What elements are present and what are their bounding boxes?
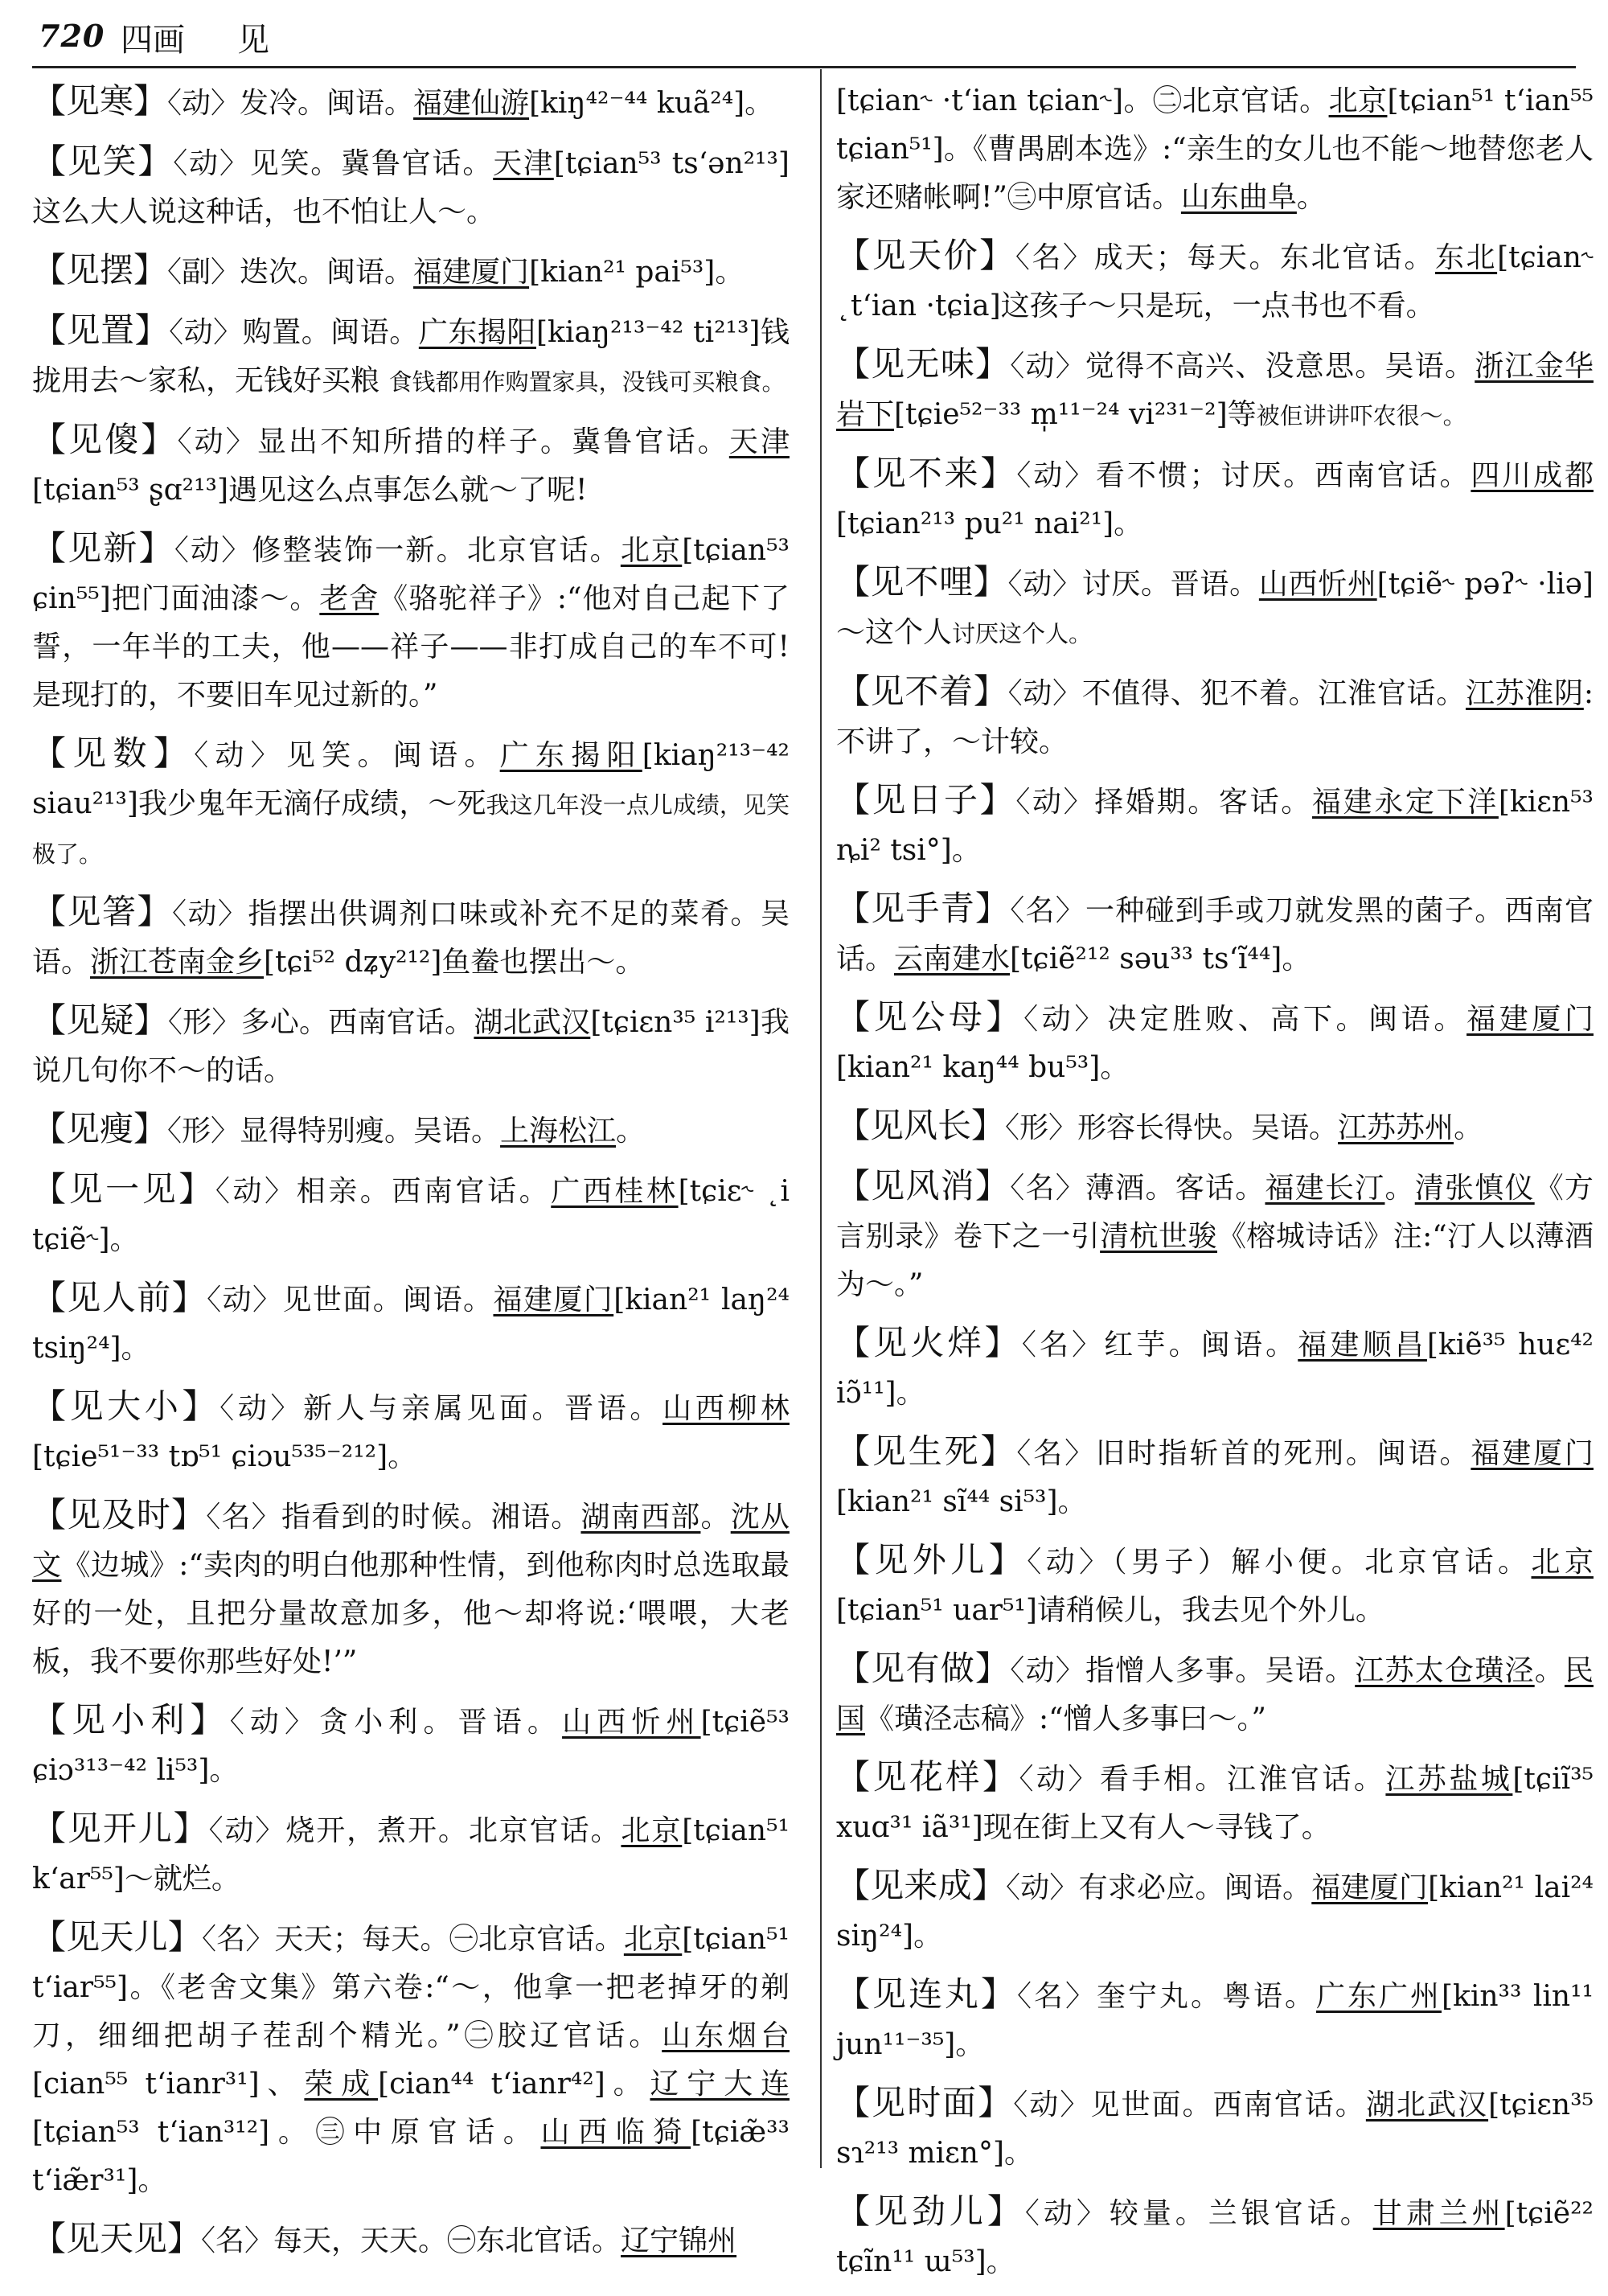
entry-headword: 【见生死】 <box>836 1431 1017 1471</box>
entry-pronunciation: [tɕian⁵³ ɕin⁵⁵] <box>32 534 790 615</box>
entry-pronunciation: [kiɛn⁵³ ȵi² tsi°]。 <box>836 786 1594 867</box>
entry-location: 福建厦门 <box>1471 1437 1594 1470</box>
entry-gloss: 讨厌这个人。 <box>952 620 1093 647</box>
part-of-speech: 〈名〉 <box>1010 894 1085 927</box>
part-of-speech: 〈动〉 <box>1007 568 1082 601</box>
entry-example: ～这个人 <box>836 616 953 649</box>
part-of-speech: 〈形〉 <box>167 1115 240 1148</box>
entry-headword: 【见来成】 <box>836 1866 1007 1905</box>
entry-definition: 有求必应。闽语。 <box>1078 1871 1312 1904</box>
entry-location: 上海松江 <box>500 1115 617 1148</box>
part-of-speech: 〈动〉 <box>172 897 248 930</box>
entry-definition: 讨厌。晋语。 <box>1081 568 1259 601</box>
dictionary-entry <box>836 1645 1594 1744</box>
dictionary-entry <box>32 1165 790 1264</box>
entry-headword: 【见风消】 <box>836 1166 1011 1206</box>
entry-definition: （男子）解小便。北京官话。 <box>1112 1546 1532 1579</box>
dictionary-entry <box>32 1696 790 1795</box>
entry-example: 鱼鲞也摆出～。 <box>441 946 645 979</box>
entry-location: 江苏盐城 <box>1385 1763 1513 1796</box>
dictionary-entry <box>32 246 790 297</box>
dictionary-entry <box>32 1274 790 1373</box>
dictionary-entry <box>32 1913 790 2205</box>
part-of-speech: 〈动〉 <box>207 1284 283 1316</box>
entry-example: 请稍候儿，我去见个外儿。 <box>1036 1594 1384 1627</box>
entry-example: 我少鬼年无滴仔成绩，～死 <box>137 787 486 820</box>
dictionary-entry <box>32 1105 790 1156</box>
entry-location-2: 北京 <box>1328 84 1388 117</box>
dictionary-entry <box>836 1536 1594 1635</box>
entry-definition: 迭次。闽语。 <box>240 256 414 289</box>
entry-definition: 见世面。闽语。 <box>282 1284 494 1316</box>
part-of-speech: 〈动〉 <box>1024 2197 1110 2230</box>
entry-citation-2: 《榕城诗话》注:“汀人以薄酒为～。” <box>836 1220 1594 1301</box>
entry-pronunciation: [tɕian⁵¹ kʻar⁵⁵] <box>32 1814 790 1896</box>
entry-definition: 觉得不高兴、没意思。吴语。 <box>1085 350 1475 383</box>
entry-headword: 【见疑】 <box>32 1000 168 1040</box>
dictionary-entry: 【见及时】〈名〉指看到的时候。湘语。湖南西部。沈从文《边城》:“卖肉的明白他那种性情，到他称肉时总选取最好的一处，且把分量故意加多，他～却将说:‘喂喂，大老板，我不要你那些好处!’” <box>32 1495 790 1678</box>
part-of-speech: 〈动〉 <box>219 1392 304 1425</box>
dictionary-entry <box>836 1753 1594 1852</box>
entry-location: 福建厦门 <box>1311 1871 1429 1904</box>
entry-headword: 【见一见】 <box>32 1169 215 1209</box>
part-of-speech: 〈动〉 <box>215 1175 297 1208</box>
entry-definition: 修整装饰一新。北京官话。 <box>252 534 621 567</box>
entry-headword: 【见劲儿】 <box>836 2191 1025 2231</box>
entry-citation: 《曹禺剧本选》:“亲生的女儿也不能～地替您老人家还赌帐啊!” <box>836 133 1594 214</box>
entry-pronunciation: [tɕian⁵³ tsʻən²¹³] <box>553 147 790 180</box>
entry-pronunciation: [tɕiɛn³⁵ i²¹³] <box>590 1006 761 1039</box>
entry-location-4: 辽宁大连 <box>650 2068 790 2101</box>
entry-pronunciation: [kiaŋ²¹³⁻⁴² siau²¹³] <box>32 739 790 820</box>
entry-headword: 【见有做】 <box>836 1649 1011 1688</box>
dictionary-entry <box>32 1382 790 1481</box>
entry-headword: 【见花样】 <box>836 1757 1019 1797</box>
entry-example: 现在街上又有人～寻钱了。 <box>982 1811 1331 1844</box>
entry-punctuation: 。 <box>1296 181 1326 214</box>
dictionary-entry <box>836 450 1594 548</box>
entry-location: 福建顺昌 <box>1298 1329 1427 1362</box>
dictionary-entry: 【见风消】〈名〉薄酒。客话。福建长汀。清张慎仪《方言别录》卷下之一引清杭世骏《榕城诗话》注:“汀人以薄酒为～。” <box>836 1166 1594 1301</box>
entry-headword: 【见置】 <box>32 310 170 350</box>
dictionary-entry <box>836 1319 1594 1418</box>
entry-definition: 旧时指斩首的死刑。闽语。 <box>1095 1437 1471 1470</box>
entry-pronunciation: [tɕie⁵¹⁻³³ tɒ⁵¹ ɕiɔu⁵³⁵⁻²¹²]。 <box>32 1440 417 1473</box>
part-of-speech: 〈名〉 <box>1016 1437 1096 1470</box>
part-of-speech: 〈名〉 <box>1010 1172 1085 1205</box>
entry-definition-3: ㊂中原官话。 <box>315 2116 541 2149</box>
entry-author: 老舍 <box>319 582 379 615</box>
entry-location: 天津 <box>728 425 790 458</box>
entry-headword: 【见手青】 <box>836 889 1011 928</box>
part-of-speech: 〈副〉 <box>167 256 240 289</box>
entry-headword: 【见小利】 <box>32 1700 230 1739</box>
dictionary-entry <box>836 993 1594 1092</box>
entry-pronunciation: [tɕiɛ˞ ˛i tɕiẽ˞]。 <box>32 1175 790 1256</box>
dictionary-entry <box>32 138 790 236</box>
entry-pronunciation: [tɕian⁵¹ uar⁵¹] <box>836 1594 1037 1627</box>
entry-citation: 《老舍文集》第六卷:“～，他拿一把老掉牙的剃刀，细细把胡子茬刮个精光。” <box>32 1971 790 2052</box>
entry-definition: 指摆出供调剂口味或补充不足的菜肴。吴语。 <box>32 897 790 979</box>
entry-location: 云南建水 <box>894 943 1011 975</box>
entry-location: 江苏苏州 <box>1338 1111 1454 1144</box>
dictionary-entry <box>836 1862 1594 1961</box>
entry-definition: 多心。西南官话。 <box>240 1006 474 1039</box>
entry-location: 北京 <box>1531 1546 1594 1579</box>
dictionary-entry <box>32 2215 790 2265</box>
dictionary-entry <box>32 306 790 406</box>
part-of-speech: 〈动〉 <box>177 425 257 458</box>
entry-definition: 新人与亲属见面。晋语。 <box>303 1392 663 1425</box>
dictionary-entry <box>32 524 790 720</box>
entry-definition: 相亲。西南官话。 <box>296 1175 552 1208</box>
entry-definition: 指憎人多事。吴语。 <box>1085 1654 1356 1687</box>
entry-location: 北京 <box>620 534 683 567</box>
part-of-speech: 〈名〉 <box>206 1501 281 1534</box>
entry-definition: 显出不知所措的样子。冀鲁官话。 <box>256 425 729 458</box>
entry-location: 江苏太仓璜泾 <box>1355 1654 1535 1687</box>
entry-headword: 【见及时】 <box>32 1495 207 1534</box>
entry-pronunciation: [tɕian⁵³ ʂɑ²¹³] <box>32 474 229 507</box>
part-of-speech: 〈形〉 <box>1005 1111 1078 1144</box>
entry-pronunciation-5: [tɕiæ̃³³ tʻiæ̃r³¹]。 <box>32 2116 790 2197</box>
dictionary-entry <box>32 416 790 515</box>
entry-pronunciation: [tɕian˞ ·tʻian tɕian˞]。 <box>836 84 1153 117</box>
dictionary-entry <box>32 729 790 878</box>
entry-definition: 不值得、犯不着。江淮官话。 <box>1081 677 1466 710</box>
entry-pronunciation-2: [tɕian⁵¹ tʻian⁵⁵ tɕian⁵¹]。 <box>836 84 1594 166</box>
entry-example: 钱拢用去～家私，无钱好买粮 <box>32 316 790 397</box>
entry-location: 北京 <box>621 1814 683 1847</box>
part-of-speech: 〈名〉 <box>201 2224 274 2257</box>
entry-location: 山西忻州 <box>562 1706 701 1739</box>
entry-definition: 显得特别瘦。吴语。 <box>240 1115 501 1148</box>
entry-headword: 【见不着】 <box>836 672 1008 711</box>
entry-citation: 《璜泾志稿》:“憎人多事曰～。” <box>865 1702 1266 1735</box>
entry-location: 辽宁锦州 <box>621 2224 737 2257</box>
entry-headword: 【见天见】 <box>32 2219 202 2258</box>
entry-pronunciation: [tɕiẽ˞ pəʔ˞ ·liə] <box>1376 568 1594 601</box>
entry-location: 广东揭阳 <box>418 316 536 349</box>
part-of-speech: 〈动〉 <box>167 87 240 120</box>
entry-headword: 【见瘦】 <box>32 1109 168 1148</box>
entry-pronunciation: [kian²¹ lai²⁴ siŋ²⁴]。 <box>836 1871 1594 1953</box>
entry-location: 浙江苍南金乡 <box>90 946 265 979</box>
entry-location: 山西柳林 <box>662 1392 790 1425</box>
entry-pronunciation: [kian²¹ kaŋ⁴⁴ bu⁵³]。 <box>836 1051 1130 1084</box>
dictionary-entry <box>836 1102 1594 1152</box>
dictionary-entry <box>32 77 790 128</box>
entry-definition: 红芋。闽语。 <box>1104 1329 1298 1362</box>
part-of-speech: 〈形〉 <box>167 1006 241 1039</box>
entry-punctuation: 。 <box>1454 1111 1483 1144</box>
entry-example: 遇见这么点事怎么就～了呢! <box>228 474 588 507</box>
entry-definition: 形容长得快。吴语。 <box>1077 1111 1339 1144</box>
entry-definition: 见笑。闽语。 <box>285 739 500 772</box>
entry-location: 山西忻州 <box>1258 568 1377 601</box>
dictionary-entry <box>32 888 790 987</box>
page-number: 720 <box>39 18 105 54</box>
entry-headword: 【见不来】 <box>836 454 1017 493</box>
entry-example: 把门面油漆～。 <box>110 582 320 615</box>
page-header <box>32 6 1576 63</box>
entry-punctuation: 。 <box>616 1115 646 1148</box>
entry-headword: 【见天价】 <box>836 236 1015 275</box>
entry-location: 湖北武汉 <box>474 1006 591 1039</box>
entry-location-3: 山东曲阜 <box>1180 181 1297 214</box>
part-of-speech: 〈动〉 <box>1007 677 1082 710</box>
header-head-character: 见 <box>237 22 269 59</box>
entry-example: 这孩子～只是玩，一点书也不看。 <box>1000 290 1435 322</box>
entry-gloss: 被佢讲讲吓农很～。 <box>1256 402 1466 429</box>
entry-definition: 看不惯；讨厌。西南官话。 <box>1095 459 1471 492</box>
entry-headword: 【见寒】 <box>32 81 168 121</box>
entry-example: ～就烂。 <box>124 1863 240 1896</box>
entry-pronunciation: [tɕian˞ ˛tʻian ·tɕia] <box>836 241 1594 322</box>
entry-pronunciation: [kian²¹ sĩ⁴⁴ si⁵³]。 <box>836 1485 1087 1518</box>
entry-gloss: 食钱都用作购置家具，没钱可买粮食。 <box>388 368 786 396</box>
column-divider <box>820 69 822 2168</box>
part-of-speech: 〈动〉 <box>208 1814 286 1847</box>
part-of-speech: 〈动〉 <box>1023 1003 1108 1036</box>
entry-headword: 【见无味】 <box>836 344 1011 384</box>
entry-definition: 一种碰到手或刀就发黑的菌子。西南官话。 <box>836 894 1594 975</box>
entry-pronunciation: [tɕiẽ⁵³ ɕiɔ³¹³⁻⁴² li⁵³]。 <box>32 1706 790 1787</box>
entry-headword: 【见傻】 <box>32 420 178 459</box>
dictionary-entry <box>836 232 1594 331</box>
part-of-speech: 〈动〉 <box>1016 459 1096 492</box>
part-of-speech: 〈动〉 <box>169 316 243 349</box>
entry-example: 这么大人说这种话，也不怕让人～。 <box>32 195 496 228</box>
entry-headword: 【见大小】 <box>32 1386 220 1426</box>
entry-location: 东北 <box>1434 241 1498 274</box>
part-of-speech: 〈动〉 <box>1019 1763 1100 1796</box>
entry-headword: 【见笑】 <box>32 142 174 181</box>
dictionary-entry <box>836 776 1594 875</box>
entry-headword: 【见连丸】 <box>836 1974 1017 2014</box>
entry-headword: 【见天儿】 <box>32 1917 202 1957</box>
entry-headword: 【见风长】 <box>836 1106 1006 1145</box>
entry-pronunciation: [tɕiẽ²¹² səu³³ tsʻĩ⁴⁴]。 <box>1010 943 1311 975</box>
part-of-speech: 〈动〉 <box>173 147 250 180</box>
entry-headword: 【见火烊】 <box>836 1323 1022 1362</box>
entry-pronunciation: [kian²¹ pai⁵³]。 <box>529 256 745 289</box>
entry-pronunciation-4: [tɕian⁵³ tʻian³¹²]。 <box>32 2116 316 2149</box>
entry-definition: 薄酒。客话。 <box>1085 1172 1265 1205</box>
entry-definition: 购置。闽语。 <box>242 316 419 349</box>
dictionary-entry <box>836 340 1594 440</box>
entry-pronunciation: [kiaŋ²¹³⁻⁴² ti²¹³] <box>535 316 761 349</box>
entry-headword: 【见日子】 <box>836 780 1016 819</box>
entry-headword: 【见公母】 <box>836 997 1024 1037</box>
entry-location: 广东广州 <box>1316 1980 1442 2013</box>
entry-example: 等 <box>1227 398 1257 431</box>
entry-citation: 《边城》:“卖肉的明白他那种性情，到他称肉时总选取最好的一处，且把分量故意加多，他～却将说:‘喂喂，大老板，我不要你那些好处!’” <box>32 1549 790 1678</box>
entry-location-3: 荣成 <box>304 2068 379 2101</box>
entry-example: 我说几句你不～的话。 <box>32 1006 790 1087</box>
entry-author: 沈从文 <box>32 1501 790 1582</box>
part-of-speech: 〈动〉 <box>1010 350 1085 383</box>
entry-headword: 【见时面】 <box>836 2083 1014 2122</box>
entry-location: 福建厦门 <box>1466 1003 1594 1036</box>
entry-definition: 每天，天天。㊀东北官话。 <box>273 2224 621 2257</box>
entry-pronunciation: [kian²¹ laŋ²⁴ tsiŋ²⁴]。 <box>32 1284 790 1365</box>
entry-pronunciation: [tɕian²¹³ pu²¹ nai²¹]。 <box>836 507 1143 540</box>
part-of-speech: 〈名〉 <box>1021 1329 1105 1362</box>
entry-definition: 奎宁丸。粤语。 <box>1097 1980 1316 2013</box>
entry-location-2: 山东烟台 <box>662 2019 790 2052</box>
dictionary-entry-continued <box>836 77 1594 222</box>
entry-location: 福建长汀 <box>1265 1172 1385 1205</box>
entry-location: 浙江金华岩下 <box>836 350 1594 431</box>
entry-definition: 指看到的时候。湘语。 <box>281 1501 581 1534</box>
header-section: 四画 <box>121 22 185 59</box>
header-rule <box>32 66 1576 68</box>
entry-definition: 决定胜败、高下。闽语。 <box>1107 1003 1467 1036</box>
entry-headword: 【见箸】 <box>32 892 172 931</box>
entry-definition-3: ㊂中原官话。 <box>1007 181 1181 214</box>
entry-pronunciation: [tɕian⁵¹ tʻiar⁵⁵]。 <box>32 1923 790 2004</box>
entry-headword: 【见开儿】 <box>32 1809 209 1848</box>
entry-definition: 发冷。闽语。 <box>240 87 414 120</box>
entry-pronunciation: [tɕiẽ²² tɕĩn¹¹ ɯ⁵³]。 <box>836 2197 1594 2278</box>
dictionary-entry <box>836 558 1594 658</box>
part-of-speech: 〈动〉 <box>174 534 252 567</box>
entry-gloss: 我这几年没一点儿成绩，见笑极了。 <box>32 791 790 868</box>
entry-pronunciation: [tɕie⁵²⁻³³ m̩¹¹⁻²⁴ vi²³¹⁻²] <box>894 398 1228 431</box>
entry-citation: 《骆驼祥子》:“他对自己起下了誓，一年半的工夫，他——祥子——非打成自己的车不可! 是现打的，不要旧车见过新的。” <box>32 582 790 712</box>
entry-pronunciation: [tɕiĩ³⁵ xuɑ³¹ iã³¹] <box>836 1763 1594 1844</box>
entry-location: 福建厦门 <box>493 1284 614 1316</box>
entry-citation: 《方言别录》卷下之一引 <box>836 1172 1594 1253</box>
right-column <box>836 77 1594 2296</box>
entry-pronunciation-2: [cian⁵⁵ tʻianr³¹]、 <box>32 2068 305 2101</box>
entry-pronunciation: [kin³³ lin¹¹ jun¹¹⁻³⁵]。 <box>836 1980 1594 2061</box>
entry-definition: 择婚期。客话。 <box>1094 786 1312 819</box>
entry-location: 广东揭阳 <box>499 739 642 772</box>
part-of-speech: 〈动〉 <box>1027 1546 1113 1579</box>
entry-pronunciation: [kiẽ³⁵ huɛ⁴² iɔ̃¹¹]。 <box>836 1329 1594 1410</box>
part-of-speech: 〈动〉 <box>1015 786 1095 819</box>
entry-punctuation: 。 <box>1534 1654 1565 1687</box>
entry-headword: 【见人前】 <box>32 1278 207 1317</box>
entry-definition: 贪小利。晋语。 <box>319 1706 563 1739</box>
part-of-speech: 〈动〉 <box>1006 1871 1079 1904</box>
entry-definition: 见世面。西南官话。 <box>1090 2089 1366 2121</box>
entry-location: 福建仙游 <box>413 87 530 120</box>
entry-location: 四川成都 <box>1471 459 1594 492</box>
entry-location: 天津 <box>493 147 554 180</box>
dictionary-entry <box>836 1427 1594 1526</box>
left-column <box>32 77 790 2275</box>
entry-pronunciation: [tɕi⁵² dʑy²¹²] <box>264 946 442 979</box>
entry-pronunciation: [kiŋ⁴²⁻⁴⁴ kuã²⁴]。 <box>529 87 774 120</box>
entry-author-2: 清杭世骏 <box>1100 1220 1217 1253</box>
dictionary-entry <box>836 667 1594 766</box>
dictionary-entry <box>836 2079 1594 2178</box>
entry-location: 湖南西部 <box>580 1501 701 1534</box>
part-of-speech: 〈动〉 <box>1010 1654 1085 1687</box>
entry-pronunciation-3: [cian⁴⁴ tʻianr⁴²]。 <box>378 2068 650 2101</box>
entry-headword: 【见新】 <box>32 528 174 568</box>
entry-location-5: 山西临猗 <box>540 2116 691 2149</box>
entry-definition: 天天；每天。㊀北京官话。 <box>274 1923 624 1956</box>
entry-author: 清张慎仪 <box>1414 1172 1535 1205</box>
part-of-speech: 〈动〉 <box>194 739 286 772</box>
entry-location: 广西桂林 <box>551 1175 679 1208</box>
entry-location: 福建厦门 <box>413 256 530 289</box>
entry-headword: 【见不哩】 <box>836 562 1008 602</box>
entry-definition: 烧开，煮开。北京官话。 <box>285 1814 621 1847</box>
dictionary-entry <box>836 2187 1594 2286</box>
dictionary-entry <box>836 885 1594 984</box>
part-of-speech: 〈名〉 <box>1017 1980 1097 2013</box>
entry-location: 北京 <box>623 1923 683 1956</box>
entry-definition: 成天；每天。东北官话。 <box>1093 241 1435 274</box>
part-of-speech: 〈动〉 <box>229 1706 320 1739</box>
entry-headword: 【见数】 <box>32 733 195 773</box>
entry-definition-2: ㊁胶辽官话。 <box>460 2019 662 2052</box>
part-of-speech: 〈动〉 <box>1013 2089 1091 2121</box>
entry-pronunciation: [tɕiɛn³⁵ sɿ²¹³ miɛn°]。 <box>836 2089 1594 2170</box>
entry-example: : 不讲了，～计较。 <box>836 677 1594 758</box>
entry-location: 湖北武汉 <box>1365 2089 1489 2121</box>
entry-definition: 看手相。江淮官话。 <box>1099 1763 1386 1796</box>
dictionary-entry <box>32 1805 790 1904</box>
entry-location: 福建永定下洋 <box>1311 786 1499 819</box>
entry-definition-2: ㊁北京官话。 <box>1152 84 1329 117</box>
entry-author: 民国 <box>836 1654 1594 1735</box>
dictionary-entry <box>836 1970 1594 2069</box>
part-of-speech: 〈名〉 <box>1015 241 1094 274</box>
entry-headword: 【见外儿】 <box>836 1540 1028 1579</box>
dictionary-entry <box>32 996 790 1095</box>
entry-definition: 较量。兰银官话。 <box>1109 2197 1373 2230</box>
entry-location: 江苏淮阴 <box>1465 677 1584 710</box>
entry-headword: 【见摆】 <box>32 250 168 290</box>
entry-definition: 见笑。冀鲁官话。 <box>249 147 494 180</box>
entry-location: 甘肃兰州 <box>1372 2197 1505 2230</box>
part-of-speech: 〈名〉 <box>201 1923 275 1956</box>
